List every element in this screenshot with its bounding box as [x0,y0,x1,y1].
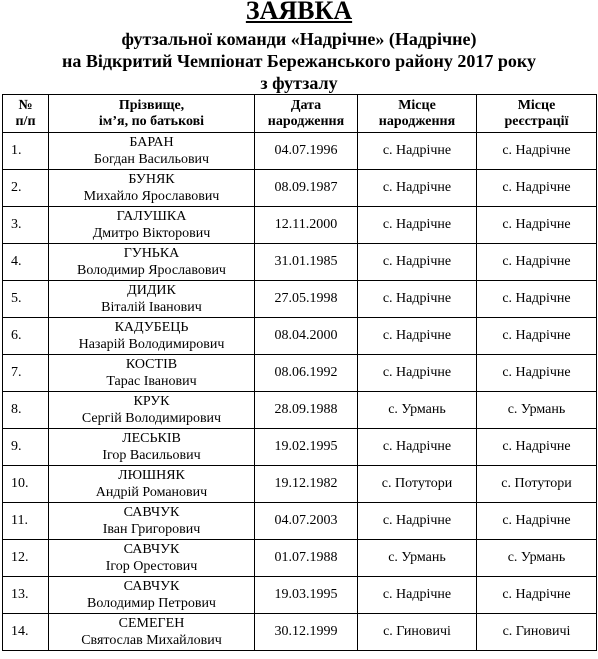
table-row [3,466,597,503]
player-birthplace: с. Надрічне [358,244,477,281]
player-surname: САВЧУК [123,579,180,594]
player-name-cell [49,503,255,540]
player-name-cell [49,133,255,170]
player-dob: 30.12.1999 [255,614,358,651]
table-row [3,318,597,355]
player-birthplace: с. Надрічне [358,281,477,318]
document-title: ЗАЯВКА [245,0,353,25]
player-birthplace: с. Надрічне [358,133,477,170]
player-registration: с. Надрічне [477,170,597,207]
player-name-cell [49,577,255,614]
player-dob: 19.02.1995 [255,429,358,466]
row-number: 3. [3,207,49,244]
column-header-registration-line2: реєстрації [504,113,569,129]
table-header-row [3,95,597,133]
player-dob: 04.07.2003 [255,503,358,540]
column-header-birthplace-line2: народження [378,113,456,129]
player-surname: ДИДИК [127,283,176,298]
player-name-cell [49,318,255,355]
player-surname: БАРАН [129,135,174,150]
player-dob: 12.11.2000 [255,207,358,244]
player-registration: с. Надрічне [477,503,597,540]
player-registration: с. Надрічне [477,318,597,355]
player-birthplace: с. Потутори [358,466,477,503]
player-registration: с. Надрічне [477,244,597,281]
table-row [3,170,597,207]
column-header-dob [255,95,358,133]
player-given-names: Андрій Романович [95,485,208,500]
table-row [3,281,597,318]
player-birthplace: с. Надрічне [358,429,477,466]
column-header-dob-line1: Дата [290,97,322,113]
player-name-cell [49,170,255,207]
player-registration: с. Урмань [477,540,597,577]
player-name-cell [49,614,255,651]
column-header-birthplace-line1: Місце [398,97,436,113]
player-registration: с. Потутори [477,466,597,503]
player-given-names: Віталій Іванович [101,300,202,315]
row-number: 4. [3,244,49,281]
row-number: 7. [3,355,49,392]
player-given-names: Тарас Іванович [106,374,197,389]
player-name-cell [49,281,255,318]
player-dob: 04.07.1996 [255,133,358,170]
player-surname: ЛЮШНЯК [118,468,185,483]
row-number: 10. [3,466,49,503]
player-given-names: Назарій Володимирович [78,337,225,352]
player-registration: с. Надрічне [477,207,597,244]
player-birthplace: с. Надрічне [358,503,477,540]
row-number: 6. [3,318,49,355]
player-surname: КАДУБЕЦЬ [114,320,189,335]
player-registration: с. Урмань [477,392,597,429]
player-surname: САВЧУК [123,505,180,520]
player-given-names: Володимир Ярославович [77,263,226,278]
player-birthplace: с. Гиновичі [358,614,477,651]
player-registration: с. Надрічне [477,281,597,318]
sport-line: з футзалу [260,73,338,93]
player-dob: 19.12.1982 [255,466,358,503]
row-number: 13. [3,577,49,614]
player-given-names: Святослав Михайлович [81,633,222,648]
player-birthplace: с. Надрічне [358,577,477,614]
table-row [3,355,597,392]
player-surname: КРУК [133,394,170,409]
player-surname: СЕМЕГЕН [118,616,185,631]
player-name-cell [49,355,255,392]
player-registration: с. Надрічне [477,355,597,392]
player-birthplace: с. Надрічне [358,207,477,244]
row-number: 1. [3,133,49,170]
player-surname: КОСТІВ [125,357,178,372]
player-name-cell [49,429,255,466]
roster-body [3,133,597,651]
player-given-names: Володимир Петрович [87,596,216,611]
column-header-name [49,95,255,133]
table-row [3,133,597,170]
player-registration: с. Надрічне [477,577,597,614]
roster-table [2,94,597,651]
row-number: 14. [3,614,49,651]
row-number: 2. [3,170,49,207]
player-name-cell [49,207,255,244]
table-row [3,577,597,614]
row-number: 9. [3,429,49,466]
row-number: 12. [3,540,49,577]
player-name-cell [49,244,255,281]
column-header-birthplace [358,95,477,133]
team-line: футзальної команди «Надрічне» (Надрічне) [121,29,477,49]
row-number: 11. [3,503,49,540]
player-birthplace: с. Урмань [358,392,477,429]
column-header-number-line2: п/п [15,113,36,129]
player-surname: САВЧУК [123,542,180,557]
player-birthplace: с. Урмань [358,540,477,577]
player-dob: 08.04.2000 [255,318,358,355]
player-given-names: Ігор Васильович [102,448,201,463]
column-header-registration-line1: Місце [517,97,556,113]
player-registration: с. Гиновичі [477,614,597,651]
championship-line: на Відкритий Чемпіонат Бережанського району 2017 року [62,51,536,71]
player-birthplace: с. Надрічне [358,318,477,355]
column-header-number [3,95,49,133]
column-header-number-line1: № [18,97,33,113]
player-name-cell [49,540,255,577]
player-name-cell [49,466,255,503]
row-number: 5. [3,281,49,318]
player-dob: 19.03.1995 [255,577,358,614]
table-row [3,392,597,429]
player-surname: ГАЛУШКА [116,209,187,224]
player-surname: БУНЯК [128,172,175,187]
table-row [3,540,597,577]
player-dob: 27.05.1998 [255,281,358,318]
player-given-names: Іван Григорович [102,522,201,537]
player-dob: 08.06.1992 [255,355,358,392]
table-row [3,503,597,540]
player-birthplace: с. Надрічне [358,355,477,392]
column-header-name-line2: ім’я, по батькові [98,113,205,129]
player-given-names: Михайло Ярославович [83,189,220,204]
player-dob: 01.07.1988 [255,540,358,577]
column-header-registration [477,95,597,133]
column-header-name-line1: Прізвище, [118,97,185,113]
player-surname: ЛЕСЬКІВ [122,431,181,446]
row-number: 8. [3,392,49,429]
player-birthplace: с. Надрічне [358,170,477,207]
table-row [3,244,597,281]
table-row [3,429,597,466]
player-name-cell [49,392,255,429]
player-given-names: Дмитро Вікторович [92,226,211,241]
table-row [3,207,597,244]
column-header-dob-line2: народження [267,113,345,129]
player-dob: 31.01.1985 [255,244,358,281]
player-given-names: Сергій Володимирович [81,411,222,426]
player-registration: с. Надрічне [477,429,597,466]
player-dob: 28.09.1988 [255,392,358,429]
player-given-names: Ігор Орестович [105,559,198,574]
table-row [3,614,597,651]
player-registration: с. Надрічне [477,133,597,170]
player-dob: 08.09.1987 [255,170,358,207]
player-given-names: Богдан Васильович [93,152,210,167]
player-surname: ГУНЬКА [123,246,180,261]
